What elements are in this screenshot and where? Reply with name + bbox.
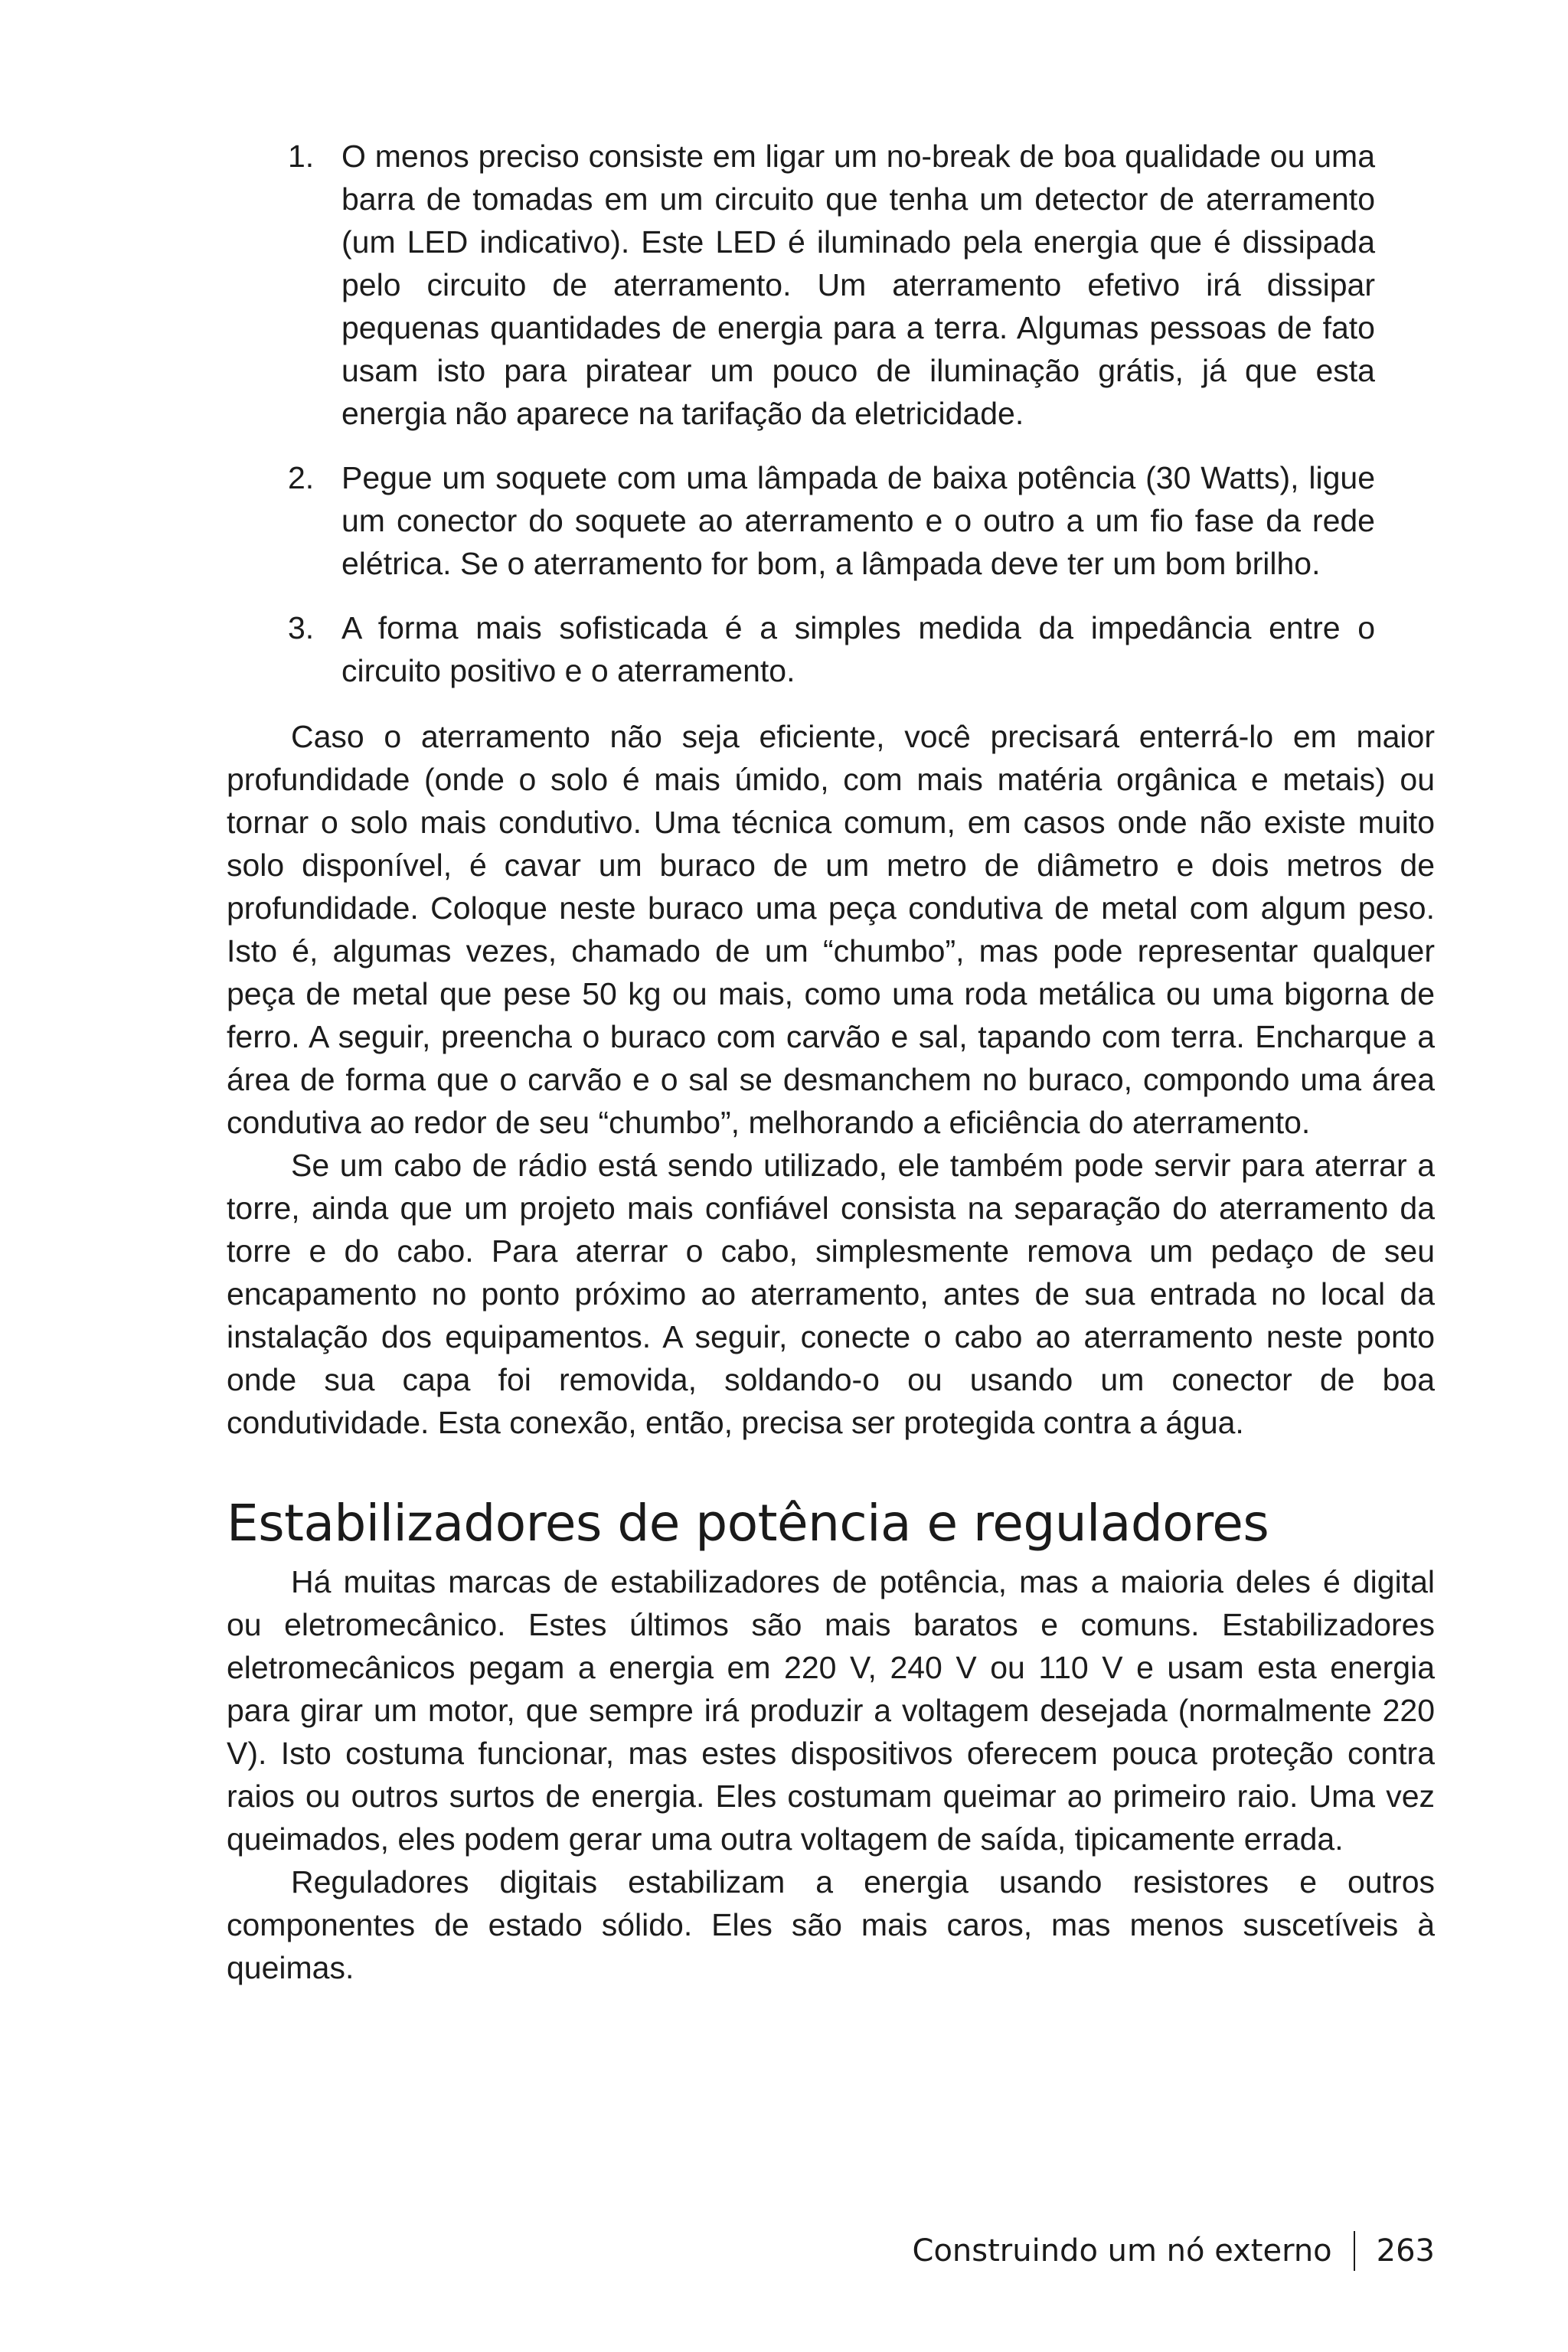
body-paragraph: Se um cabo de rádio está sendo utilizado, ele também pode servir para aterrar a torre, ainda que um projeto mais confiável consista na separação do aterramento da torre e do cabo. Para aterrar o cabo, simplesmente remova um pedaço de seu encapamento no ponto próximo ao aterramento, antes de sua entrada no local da instalação dos equipamentos. A seguir, conecte o cabo ao aterramento neste ponto onde sua capa foi removida, soldando-o ou usando um conector de boa condutividade. Esta conexão, então, precisa ser protegida contra a água. <box>227 1148 1435 1440</box>
list-item-number: 2. <box>288 460 315 495</box>
list-item-text: O menos preciso consiste em ligar um no-break de boa qualidade ou uma barra de tomadas em um circuito que tenha um detector de aterramento (um LED indicativo). Este LED é iluminado pela energia que é dissipada pelo circuito de aterramento. Um aterramento efetivo irá dissipar pequenas quantidades de energia para a terra. Algumas pessoas de fato usam isto para piratear um pouco de iluminação grátis, já que esta energia não aparece na tarifação da eletricidade. <box>341 139 1375 431</box>
page-footer <box>913 2231 1435 2271</box>
section-heading: Estabilizadores de potência e reguladores <box>227 1494 1269 1553</box>
list-item <box>288 606 1375 692</box>
list-item-text: Pegue um soquete com uma lâmpada de baixa potência (30 Watts), ligue um conector do soquete ao aterramento e o outro a um fio fase da rede elétrica. Se o aterramento for bom, a lâmpada deve ter um bom brilho. <box>341 460 1375 581</box>
list-item-number: 1. <box>288 139 315 174</box>
footer-divider <box>1354 2231 1355 2271</box>
body-paragraph: Caso o aterramento não seja eficiente, você precisará enterrá-lo em maior profundidade (onde o solo é mais úmido, com mais matéria orgânica e metais) ou tornar o solo mais condutivo. Uma técnica comum, em casos onde não existe muito solo disponível, é cavar um buraco de um metro de diâmetro e dois metros de profundidade. Coloque neste buraco uma peça condutiva de metal com algum peso. Isto é, algumas vezes, chamado de um “chumbo”, mas pode representar qualquer peça de metal que pese 50 kg ou mais, como uma roda metálica ou uma bigorna de ferro. A seguir, preencha o buraco com carvão e sal, tapando com terra. Encharque a área de forma que o carvão e o sal se desmanchem no buraco, compondo uma área condutiva ao redor de seu “chumbo”, melhorando a eficiência do aterramento. <box>227 719 1435 1140</box>
list-item-number: 3. <box>288 610 315 645</box>
list-item <box>288 456 1375 585</box>
page-number: 263 <box>1376 2233 1435 2269</box>
page-content <box>227 135 1435 1989</box>
list-item-text: A forma mais sofisticada é a simples medida da impedância entre o circuito positivo e o aterramento. <box>341 610 1375 688</box>
section-paragraph: Reguladores digitais estabilizam a energia usando resistores e outros componentes de estado sólido. Eles são mais caros, mas menos suscetíveis à queimas. <box>227 1864 1435 1985</box>
list-item <box>288 135 1375 435</box>
numbered-list <box>288 135 1375 692</box>
footer-chapter-title: Construindo um nó externo <box>912 2233 1332 2269</box>
section-paragraph: Há muitas marcas de estabilizadores de potência, mas a maioria deles é digital ou eletromecânico. Estes últimos são mais baratos e comuns. Estabilizadores eletromecânicos pegam a energia em 220 V, 240 V ou 110 V e usam esta energia para girar um motor, que sempre irá produzir a voltagem desejada (normalmente 220 V). Isto costuma funcionar, mas estes dispositivos oferecem pouca proteção contra raios ou outros surtos de energia. Eles costumam queimar ao primeiro raio. Uma vez queimados, eles podem gerar uma outra voltagem de saída, tipicamente errada. <box>227 1564 1435 1857</box>
